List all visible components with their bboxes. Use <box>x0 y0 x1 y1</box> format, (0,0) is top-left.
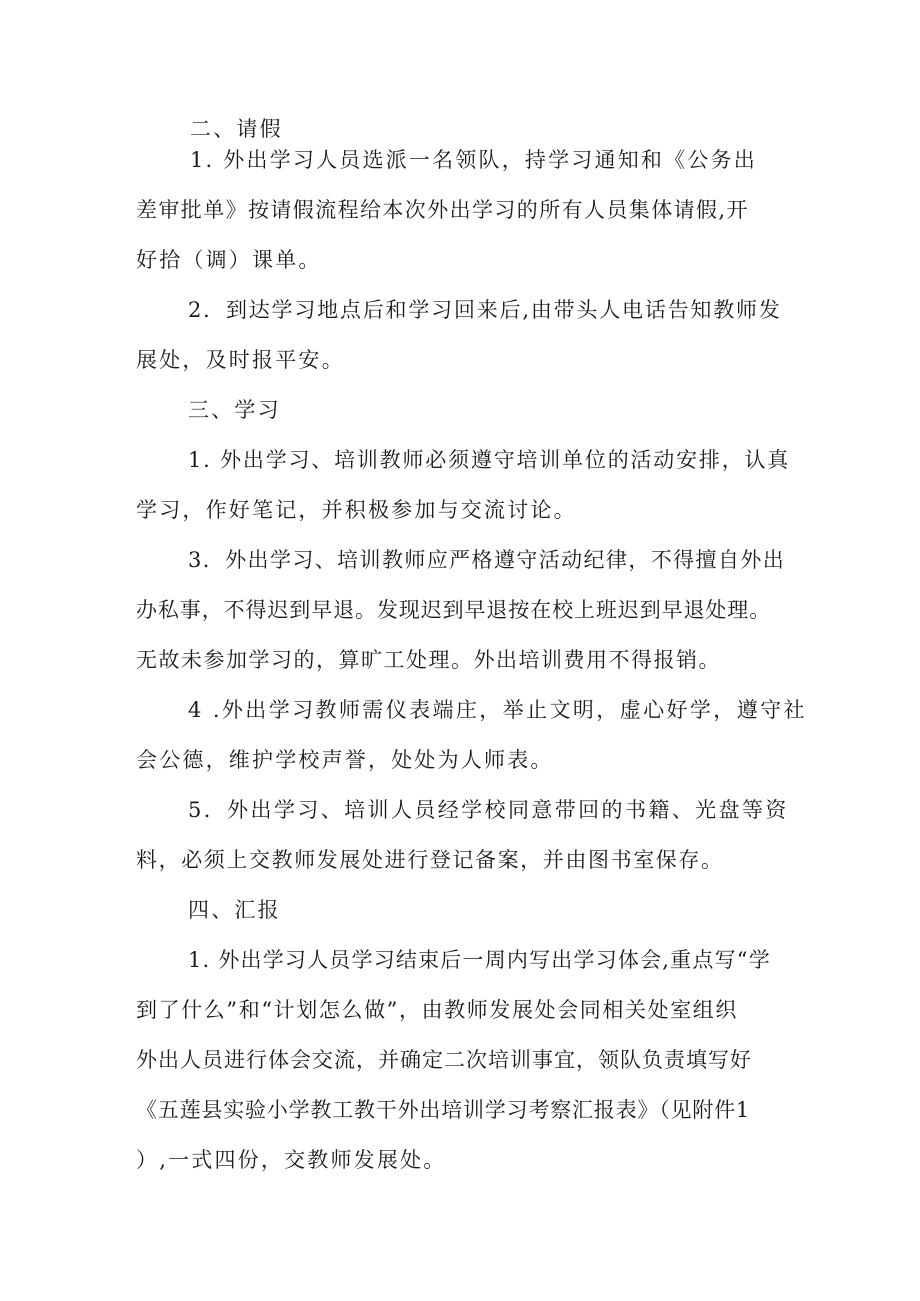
paragraph-line: 会公德，维护学校声誉，处处为人师表。 <box>136 748 554 772</box>
paragraph-line: 学习，作好笔记，并积极参加与交流讨论。 <box>136 498 577 522</box>
section-heading-study: 三、学习 <box>188 398 281 422</box>
paragraph-line: 2．到达学习地点后和学习回来后,由带头人电话告知教师发 <box>188 298 782 322</box>
paragraph-line: 办私事，不得迟到早退。发现迟到早退按在校上班迟到早退处理。 <box>136 598 772 622</box>
paragraph-line: 1. 外出学习人员选派一名领队，持学习通知和《公务出 <box>190 148 757 172</box>
paragraph-line: 4 .外出学习教师需仪表端庄，举止文明，虚心好学，遵守社 <box>188 698 807 722</box>
paragraph-line: 无故未参加学习的，算旷工处理。外出培训费用不得报销。 <box>136 648 721 672</box>
section-heading-report: 四、汇报 <box>188 898 281 922</box>
paragraph-line: 差审批单》按请假流程给本次外出学习的所有人员集体请假,开 <box>136 198 749 222</box>
section-heading-leave: 二、请假 <box>190 117 283 141</box>
paragraph-line: 料，必须上交教师发展处进行登记备案，并由图书室保存。 <box>136 848 724 872</box>
paragraph-line: 到了什么”和“计划怎么做”，由教师发展处会同相关处室组织 <box>136 998 739 1022</box>
paragraph-line: 展处，及时报平安。 <box>136 348 345 372</box>
paragraph-line: 外出人员进行体会交流，并确定二次培训事宜，领队负责填写好 <box>136 1048 752 1072</box>
paragraph-line: 3．外出学习、培训教师应严格遵守活动纪律，不得擅自外出 <box>188 548 786 572</box>
paragraph-line: 好拾（调）课单。 <box>136 248 322 272</box>
paragraph-line: ）,一式四份，交教师发展处。 <box>136 1148 447 1172</box>
paragraph-line: 《五莲县实验小学教工教干外出培训学习考察汇报表》（见附件1 <box>136 1098 751 1122</box>
paragraph-line: 1. 外出学习、培训教师必须遵守培训单位的活动安排，认真 <box>188 448 791 472</box>
paragraph-line: 5．外出学习、培训人员经学校同意带回的书籍、光盘等资 <box>188 798 789 822</box>
paragraph-line: 1. 外出学习人员学习结束后一周内写出学习体会,重点写“学 <box>188 948 771 972</box>
